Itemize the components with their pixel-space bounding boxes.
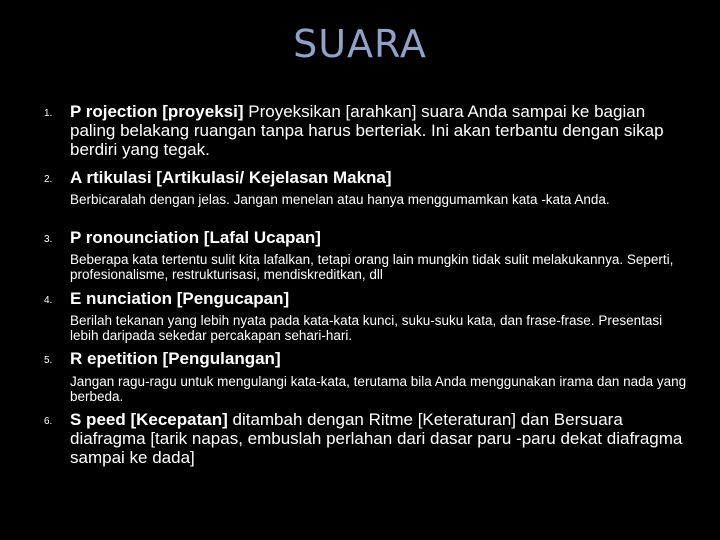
item-text	[70, 102, 684, 159]
item-text	[70, 168, 684, 187]
item-heading: P rojection [proyeksi]	[70, 102, 244, 121]
item-text	[70, 289, 684, 308]
item-number: 2.	[44, 174, 53, 185]
list-item-repetition	[44, 349, 684, 368]
item-description-enunciation: Berilah tekanan yang lebih nyata pada kata-kata kunci, suku-suku kata, dan frase-frase. Presentasi lebih daripada sekedar percakapan sehari-hari.	[70, 313, 663, 343]
list-item-pronounciation	[44, 228, 684, 247]
item-text	[70, 228, 684, 247]
item-body: Proyeksikan [arahkan] suara Anda sampai ke bagian paling belakang ruangan tanpa harus berteriak. Ini akan terbantu dengan sikap berdiri yang tegak.	[70, 102, 664, 159]
list-item-speed	[44, 410, 684, 467]
item-description-pronounciation: Beberapa kata tertentu sulit kita lafalkan, tetapi orang lain mungkin tidak sulit melakukannya. Seperti, profesionalisme, restrukturisasi, mendiskreditkan, dll	[70, 252, 674, 282]
item-description-articulation: Berbicaralah dengan jelas. Jangan menelan atau hanya menggumamkan kata -kata Anda.	[70, 192, 610, 207]
slide-title: SUARA	[293, 22, 427, 66]
item-heading: E nunciation [Pengucapan]	[70, 289, 290, 308]
item-body: ditambah dengan Ritme [Keteraturan] dan Bersuara diafragma [tarik napas, embuslah perlahan dari dasar paru -paru dekat diafragma sampai ke dada]	[70, 410, 683, 467]
item-text	[70, 410, 684, 467]
item-number: 3.	[44, 234, 53, 245]
list-item-projection	[44, 102, 684, 159]
item-number: 4.	[44, 295, 53, 306]
item-number: 6.	[44, 416, 53, 427]
list-item-articulation	[44, 168, 684, 187]
item-number: 1.	[44, 108, 53, 119]
item-number: 5.	[44, 355, 53, 366]
item-heading: S peed [Kecepatan]	[70, 410, 228, 429]
item-heading: P ronounciation [Lafal Ucapan]	[70, 228, 321, 247]
item-heading: A rtikulasi [Artikulasi/ Kejelasan Makna]	[70, 168, 392, 187]
item-description-repetition: Jangan ragu-ragu untuk mengulangi kata-kata, terutama bila Anda menggunakan irama dan nada yang berbeda.	[70, 374, 687, 404]
list-item-enunciation	[44, 289, 684, 308]
item-text	[70, 349, 684, 368]
item-heading: R epetition [Pengulangan]	[70, 349, 281, 368]
